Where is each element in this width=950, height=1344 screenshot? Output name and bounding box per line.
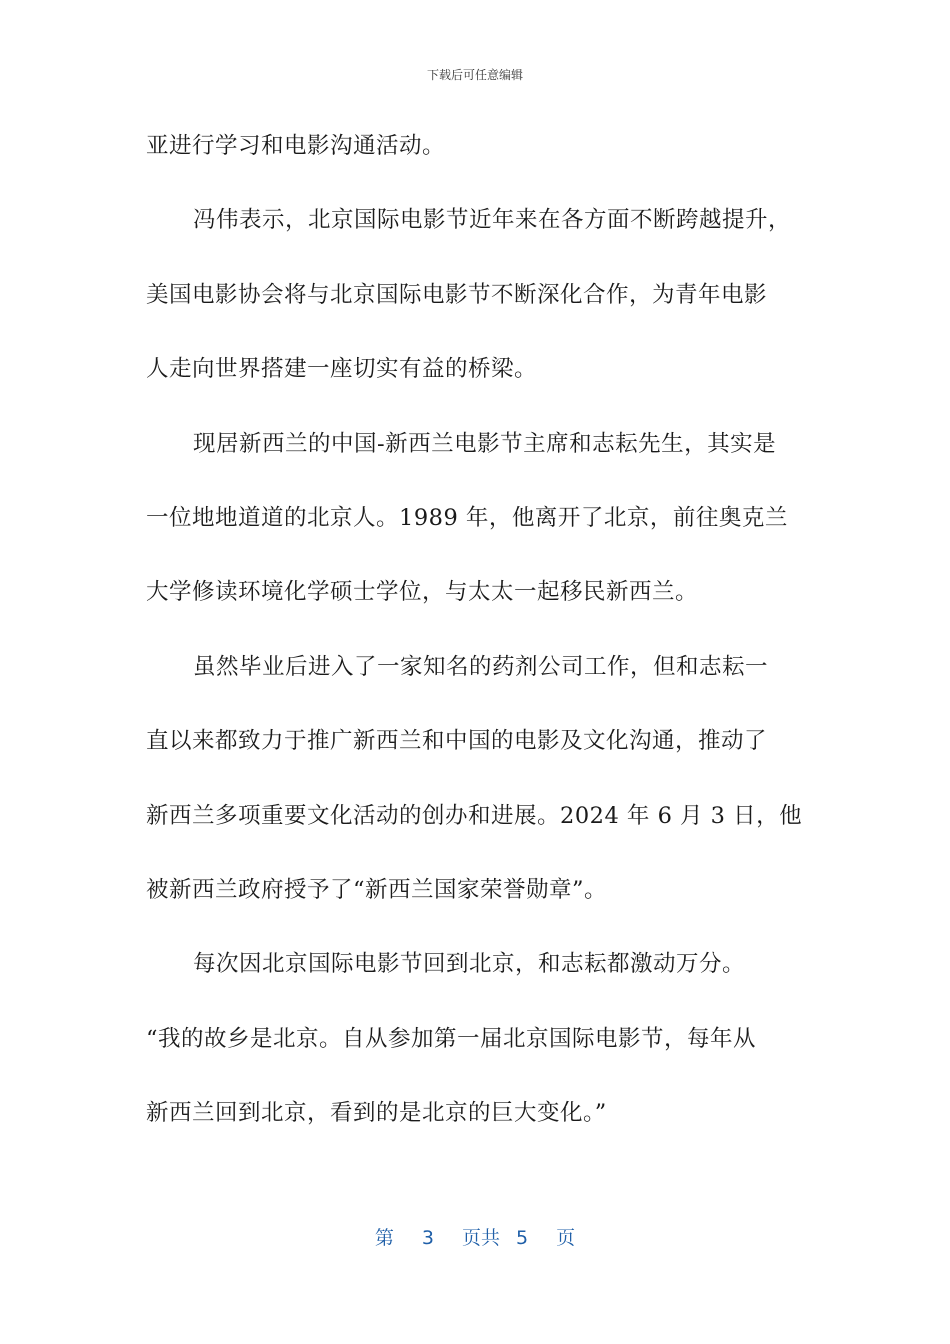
- text-line: 被新西兰政府授予了“新西兰国家荣誉勋章”。: [146, 876, 608, 903]
- footer-suffix: 页: [556, 1227, 576, 1249]
- text-line: 美国电影协会将与北京国际电影节不断深化合作，为青年电影: [146, 281, 768, 308]
- text-line: 一位地地道道的北京人。1989 年，他离开了北京，前往奥克兰: [146, 504, 788, 531]
- text-line: 新西兰多项重要文化活动的创办和进展。2024 年 6 月 3 日，他: [146, 802, 803, 829]
- text-line-paragraph-start: 冯伟表示，北京国际电影节近年来在各方面不断跨越提升，: [193, 207, 792, 234]
- footer-current-page: 3: [421, 1227, 434, 1249]
- page-header: 下载后可任意编辑: [426, 68, 523, 82]
- text-line: 大学修读环境化学硕士学位，与太太一起移民新西兰。: [146, 579, 699, 606]
- text-line: “我的故乡是北京。自从参加第一届北京国际电影节，每年从: [146, 1025, 757, 1052]
- text-line: 直以来都致力于推广新西兰和中国的电影及文化沟通，推动了: [146, 728, 768, 755]
- text-line-paragraph-start: 每次因北京国际电影节回到北京，和志耘都激动万分。: [193, 951, 746, 978]
- text-line: 人走向世界搭建一座切实有益的桥梁。: [146, 356, 538, 383]
- document-body: [146, 117, 806, 1158]
- footer-total-pages: 5: [516, 1227, 529, 1249]
- text-line-paragraph-start: 虽然毕业后进入了一家知名的药剂公司工作，但和志耘一: [193, 653, 769, 680]
- page-footer: [0, 1224, 950, 1252]
- footer-prefix: 第: [374, 1227, 394, 1249]
- text-line: 新西兰回到北京，看到的是北京的巨大变化。”: [146, 1100, 607, 1127]
- text-line: 亚进行学习和电影沟通活动。: [146, 133, 446, 159]
- footer-middle: 页共: [461, 1227, 500, 1249]
- text-line-paragraph-start: 现居新西兰的中国-新西兰电影节主席和志耘先生，其实是: [193, 430, 777, 457]
